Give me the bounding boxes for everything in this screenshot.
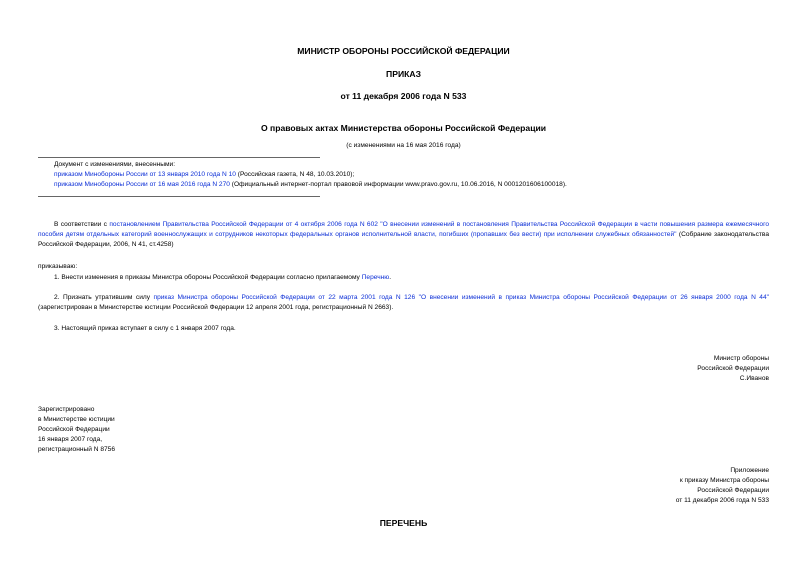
- registration-block: [38, 405, 338, 455]
- registration-line-3: Российской Федерации: [38, 426, 110, 433]
- signature-block: [520, 354, 769, 384]
- amendment-note: (с изменениями на 16 мая 2016 года): [346, 142, 461, 149]
- appendix-block: [520, 466, 769, 506]
- change-link-2[interactable]: приказом Минобороны России от 16 мая 2016 года N 270: [54, 181, 230, 188]
- registration-line-4: 16 января 2007 года,: [38, 436, 103, 443]
- change-item-2: [54, 180, 774, 190]
- preamble-paragraph: [38, 220, 769, 250]
- clause-2-end: (зарегистрирован в Министерстве юстиции Российской Федерации 12 апреля 2001 года, регистрационный N 2663).: [38, 304, 394, 311]
- clause-1-end: .: [389, 274, 392, 281]
- clause-2: [38, 293, 769, 313]
- order-heading: ПРИКАЗ: [386, 69, 421, 79]
- clause-3: 3. Настоящий приказ вступает в силу с 1 января 2007 года.: [54, 325, 236, 332]
- clause-1: [54, 273, 769, 283]
- order-date: от 11 декабря 2006 года N 533: [340, 91, 467, 101]
- change-source-1: (Российская газета, N 48, 10.03.2010);: [235, 171, 355, 178]
- registration-line-2: в Министерстве юстиции: [38, 416, 115, 423]
- change-link-1[interactable]: приказом Минобороны России от 13 января 2010 года N 10: [54, 171, 236, 178]
- document-title: О правовых актах Министерства обороны Российской Федерации: [260, 123, 547, 133]
- change-item-1: [54, 170, 774, 180]
- signature-name: С.Иванов: [739, 375, 769, 382]
- changes-top-rule: [38, 157, 320, 158]
- clause-2-text: 2. Признать утратившим силу: [54, 294, 154, 301]
- appendix-line-2: к приказу Министра обороны: [679, 477, 769, 484]
- clause-1-text: 1. Внести изменения в приказы Министра обороны Российской Федерации согласно прилагаемому: [54, 274, 362, 281]
- appendix-line-4: от 11 декабря 2006 года N 533: [675, 497, 769, 504]
- preamble-lead: В соответствии с: [54, 221, 110, 228]
- orders-word: приказываю:: [38, 263, 78, 270]
- changes-intro: Документ с изменениями, внесенными:: [54, 161, 176, 168]
- signature-position: Министр обороны: [713, 355, 769, 362]
- repealed-order-link[interactable]: приказ Министра обороны Российской Федерации от 22 марта 2001 года N 126 "О внесении изменений в приказ Министра обороны Российской Федерации от 26 января 2000 года N 44": [153, 294, 769, 301]
- appendix-line-1: Приложение: [730, 467, 769, 474]
- preamble-link[interactable]: постановлением Правительства Российской Федерации от 4 октября 2006 года N 602 "О внесении изменений в постановления Правительства Российской Федерации в части повышения размера ежемесячного пособия детям отдельных категорий военнослужащих и сотрудников некоторых федеральных органов исполнительной власти, погибших (пропавших без вести) при исполнении служебных обязанностей": [38, 221, 770, 238]
- ministry-heading: МИНИСТР ОБОРОНЫ РОССИЙСКОЙ ФЕДЕРАЦИИ: [297, 46, 510, 56]
- change-source-2: (Официальный интернет-портал правовой информации www.pravo.gov.ru, 10.06.2016, N 0001201606100018).: [229, 181, 567, 188]
- appendix-line-3: Российской Федерации: [697, 487, 769, 494]
- preamble-tail: (Собрание законодательства Российской Федерации, 2006, N 41, ст.4258): [38, 231, 769, 248]
- registration-line-5: регистрационный N 8756: [38, 446, 116, 453]
- changes-block: [54, 160, 774, 190]
- changes-bottom-rule: [38, 196, 320, 197]
- list-title: ПЕРЕЧЕНЬ: [379, 518, 428, 528]
- signature-country: Российской Федерации: [697, 365, 769, 372]
- list-link[interactable]: Перечню: [361, 274, 390, 281]
- registration-line-1: Зарегистрировано: [38, 406, 95, 413]
